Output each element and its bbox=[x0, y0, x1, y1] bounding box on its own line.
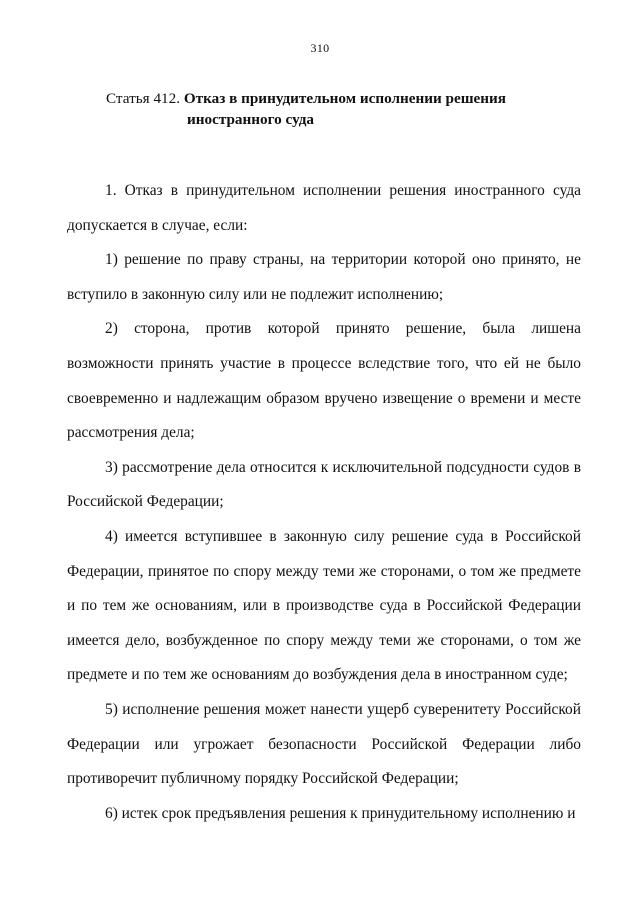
article-number: Статья 412. bbox=[106, 90, 181, 107]
subparagraph-1: 1) решение по праву страны, на территории которой оно принято, не вступило в законную силу или не подлежит исполнению; bbox=[67, 251, 581, 303]
article-title-line1: Отказ в принудительном исполнении решения bbox=[183, 90, 506, 107]
article-heading bbox=[106, 88, 576, 130]
subparagraph-3: 3) рассмотрение дела относится к исключительной подсудности судов в Российской Федерации; bbox=[67, 458, 581, 511]
subparagraph-4: 4) имеется вступившее в законную силу решение суда в Российской Федерации, принятое по спору между теми же сторонами, о том же предмете и по тем же основаниям, или в производстве суда в Российской Федерации имеется дело, возбужденное по спору между теми же сторонами, о том же предмете и по тем же основаниям до возбуждения дела в иностранном суде; bbox=[67, 527, 581, 684]
paragraph-1: 1. Отказ в принудительном исполнении решения иностранного суда допускается в случае, если: bbox=[67, 182, 581, 234]
article-body bbox=[67, 174, 581, 831]
page-number: 310 bbox=[310, 41, 330, 55]
article-title-line2: иностранного суда bbox=[187, 111, 314, 128]
subparagraph-5: 5) исполнение решения может нанести ущерб суверенитету Российской Федерации или угрожает безопасности Российской Федерации либо противоречит публичному порядку Российской Федерации; bbox=[67, 700, 581, 788]
subparagraph-6: 6) истек срок предъявления решения к принудительному исполнению и bbox=[105, 804, 576, 822]
subparagraph-2: 2) сторона, против которой принято решение, была лишена возможности принять участие в процессе вследствие того, что ей не было своевременно и надлежащим образом вручено извещение о времени и месте рассмотрения дела; bbox=[67, 320, 581, 442]
